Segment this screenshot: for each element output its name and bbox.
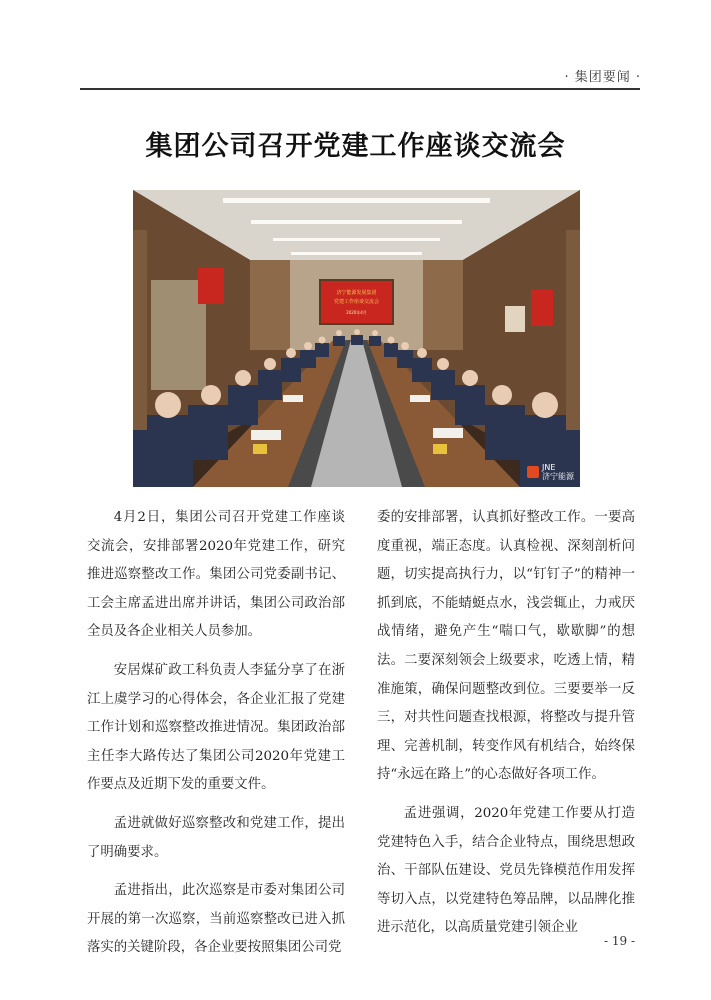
- screen-line-2: 党建工作座谈交流会: [333, 299, 380, 305]
- jne-logo-icon: [527, 466, 539, 478]
- paragraph: 孟进强调，2020年党建工作要从打造党建特色入手，结合企业特点，围绕思想政治、干部队伍建设、党员先锋模范作用发挥等切入点，以党建特色筹品牌，以品牌化推进示范化，以高质量党建引领企业: [377, 805, 635, 936]
- header-rule: [80, 88, 640, 90]
- meeting-photo: [133, 190, 580, 487]
- meeting-scene: [133, 190, 580, 487]
- paragraph: 安居煤矿政工科负责人李猛分享了在浙江上虞学习的心得体会，各企业汇报了党建工作计划和巡察整改推进情况。集团政治部主任李大路传达了集团公司2020年党建工作要点及近期下发的重要文件。: [87, 662, 345, 793]
- paragraph: 4月2日，集团公司召开党建工作座谈交流会，安排部署2020年党建工作，研究推进巡察整改工作。集团公司党委副书记、工会主席孟进出席并讲话，集团公司政治部全员及各企业相关人员参加。: [87, 510, 345, 640]
- screen-line-1: 济宁能源发展集团: [336, 290, 377, 296]
- paragraph: 孟进指出，此次巡察是市委对集团公司开展的第一次巡察，当前巡察整改已进入抓落实的关键阶段，各企业要按照集团公司党: [87, 883, 345, 956]
- article-title: 集团公司召开党建工作座谈交流会: [145, 131, 566, 162]
- logo-name-text: 济宁能源: [542, 472, 574, 481]
- logo-mark-text: JNE: [542, 463, 556, 472]
- left-column: [87, 504, 345, 973]
- publisher-logo: [527, 463, 574, 481]
- paragraph-continued: 委的安排部署，认真抓好整改工作。一要高度重视，端正态度。认真检视、深刻剖析问题，切实提高执行力，以“钉钉子”的精神一抓到底，不能蜻蜓点水，浅尝辄止，力戒厌战情绪，避免产生“喘口气，歇歇脚”的想法。二要深刻领会上级要求，吃透上情，精准施策，确保问题整改到位。三要要举一反三，对共性问题查找根源，将整改与提升管理、完善机制，转变作风有机结合，始终保持“永远在路上”的心态做好各项工作。: [377, 510, 635, 783]
- right-column: [377, 504, 635, 953]
- screen-line-3: 2020年4月: [346, 310, 367, 315]
- page-number: - 19 -: [603, 934, 635, 948]
- section-tag: · 集团要闻 ·: [564, 70, 641, 85]
- paragraph: 孟进就做好巡察整改和党建工作，提出了明确要求。: [87, 815, 345, 860]
